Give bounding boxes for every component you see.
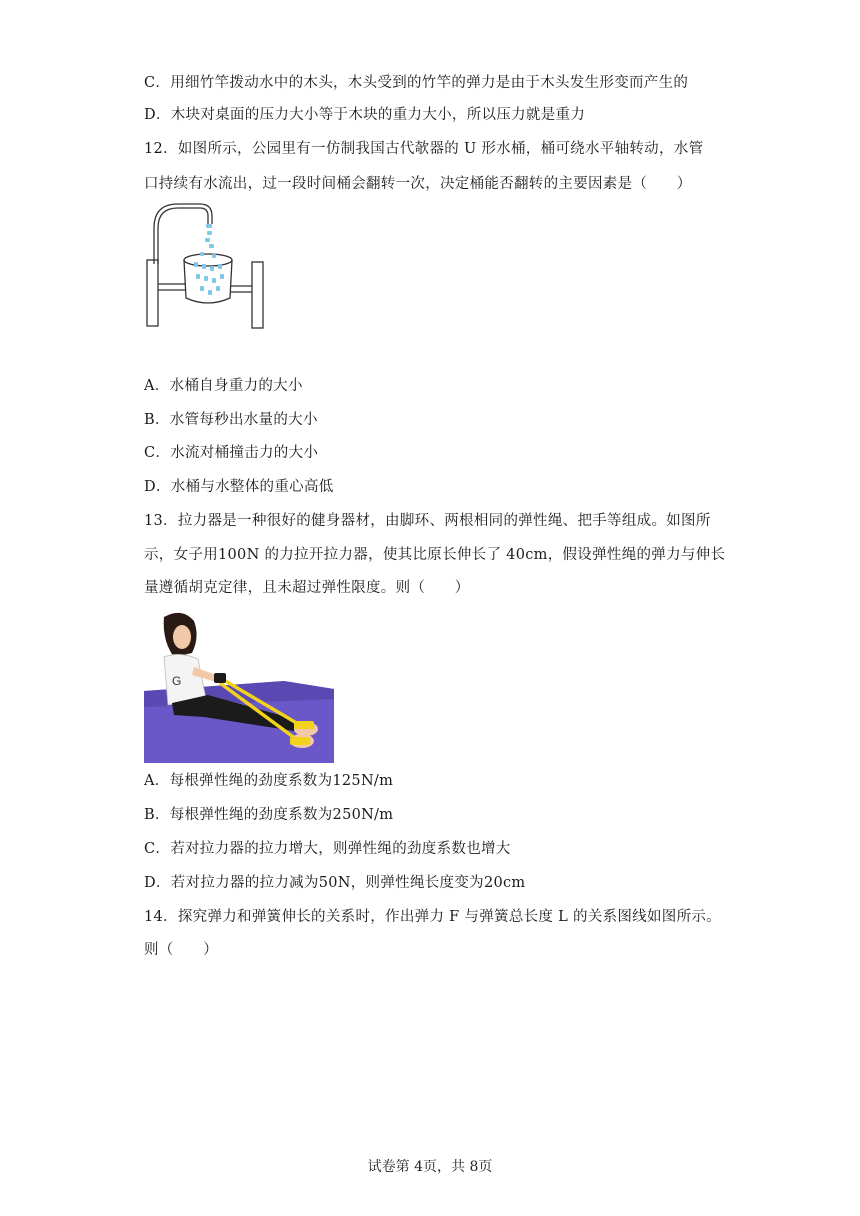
q13-option-d: D．若对拉力器的拉力减为50N，则弹性绳长度变为20cm <box>144 875 526 891</box>
q13-stem-line2: 示，女子用100N 的力拉开拉力器，使其比原长伸长了 40cm，假设弹性绳的弹力与伸长 <box>144 547 726 563</box>
q12-option-a: A．水桶自身重力的大小 <box>144 378 303 394</box>
exerciser-photo <box>144 607 334 763</box>
exerciser-figure <box>144 607 334 763</box>
bucket-figure <box>140 198 276 330</box>
q12-option-d: D．水桶与水整体的重心高低 <box>144 479 334 495</box>
q12-stem-line1: 12．如图所示，公园里有一仿制我国古代欹器的 U 形水桶，桶可绕水平轴转动，水管 <box>144 141 704 157</box>
q12-option-b: B．水管每秒出水量的大小 <box>144 412 318 428</box>
q13-option-a: A．每根弹性绳的劲度系数为125N/m <box>144 773 394 789</box>
q13-stem-line3: 量遵循胡克定律，且未超过弹性限度。则（ ） <box>144 580 470 596</box>
q13-stem-line1: 13．拉力器是一种很好的健身器材，由脚环、两根相同的弹性绳、把手等组成。如图所 <box>144 513 711 529</box>
shirt-print: G <box>172 674 182 688</box>
q13-option-b: B．每根弹性绳的劲度系数为250N/m <box>144 807 394 823</box>
bucket-diagram <box>140 198 276 330</box>
q12-option-c: C．水流对桶撞击力的大小 <box>144 445 319 461</box>
page-footer: 试卷第 4页，共 8页 <box>367 1159 493 1175</box>
q13-option-c: C．若对拉力器的拉力增大，则弹性绳的劲度系数也增大 <box>144 841 511 857</box>
q11-option-d: D．木块对桌面的压力大小等于木块的重力大小，所以压力就是重力 <box>144 107 586 123</box>
q12-stem-line2: 口持续有水流出，过一段时间桶会翻转一次，决定桶能否翻转的主要因素是（ ） <box>144 176 692 192</box>
q14-stem-line1: 14．探究弹力和弹簧伸长的关系时，作出弹力 F 与弹簧总长度 L 的关系图线如图所示。 <box>144 909 721 925</box>
q11-option-c: C．用细竹竿拨动水中的木头，木头受到的竹竿的弹力是由于木头发生形变而产生的 <box>144 75 689 91</box>
q14-stem-line2: 则（ ） <box>144 942 218 958</box>
